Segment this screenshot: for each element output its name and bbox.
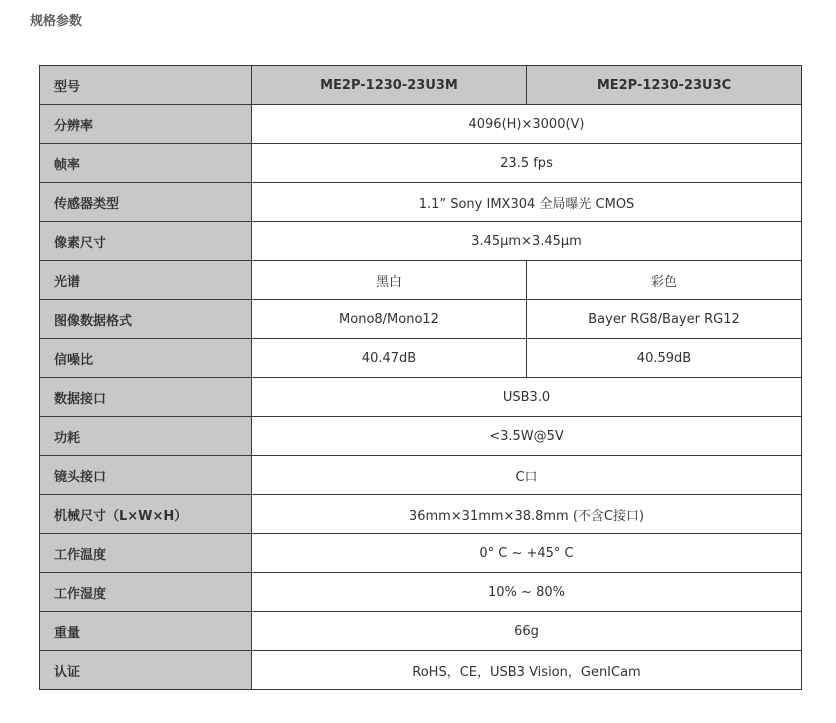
row-label: 传感器类型 bbox=[40, 183, 252, 222]
row-value: 36mm×31mm×38.8mm (不含C接口) bbox=[252, 495, 802, 534]
row-label: 认证 bbox=[40, 651, 252, 690]
table-row bbox=[40, 378, 802, 417]
row-value-model-a: Mono8/Mono12 bbox=[252, 300, 527, 339]
row-value: C口 bbox=[252, 456, 802, 495]
header-model-a-cell: ME2P-1230-23U3M bbox=[252, 66, 527, 105]
row-value: RoHS，CE，USB3 Vision，GenICam bbox=[252, 651, 802, 690]
table-row bbox=[40, 417, 802, 456]
table-row bbox=[40, 495, 802, 534]
row-label: 数据接口 bbox=[40, 378, 252, 417]
table-row bbox=[40, 651, 802, 690]
row-value: 0° C ~ +45° C bbox=[252, 534, 802, 573]
row-label: 功耗 bbox=[40, 417, 252, 456]
row-label: 光谱 bbox=[40, 261, 252, 300]
spec-table bbox=[39, 65, 802, 690]
header-model-b-cell: ME2P-1230-23U3C bbox=[527, 66, 802, 105]
row-value-model-a: 40.47dB bbox=[252, 339, 527, 378]
table-header-row bbox=[40, 66, 802, 105]
section-title: 规格参数 bbox=[30, 14, 83, 29]
row-value-model-a: 黑白 bbox=[252, 261, 527, 300]
table-row bbox=[40, 144, 802, 183]
table-row bbox=[40, 300, 802, 339]
row-label: 机械尺寸（L×W×H） bbox=[40, 495, 252, 534]
table-row bbox=[40, 612, 802, 651]
row-label: 工作湿度 bbox=[40, 573, 252, 612]
row-label: 帧率 bbox=[40, 144, 252, 183]
row-value-model-b: Bayer RG8/Bayer RG12 bbox=[527, 300, 802, 339]
row-value-model-b: 40.59dB bbox=[527, 339, 802, 378]
table-row bbox=[40, 222, 802, 261]
row-label: 像素尺寸 bbox=[40, 222, 252, 261]
row-value: 10% ~ 80% bbox=[252, 573, 802, 612]
table-row bbox=[40, 261, 802, 300]
row-value: 3.45μm×3.45μm bbox=[252, 222, 802, 261]
table-row bbox=[40, 573, 802, 612]
table-row bbox=[40, 105, 802, 144]
row-value-model-b: 彩色 bbox=[527, 261, 802, 300]
row-label: 分辨率 bbox=[40, 105, 252, 144]
row-value: 1.1” Sony IMX304 全局曝光 CMOS bbox=[252, 183, 802, 222]
header-label-cell: 型号 bbox=[40, 66, 252, 105]
row-value: 23.5 fps bbox=[252, 144, 802, 183]
row-label: 图像数据格式 bbox=[40, 300, 252, 339]
table-row bbox=[40, 339, 802, 378]
table-row bbox=[40, 183, 802, 222]
row-value: <3.5W@5V bbox=[252, 417, 802, 456]
table-row bbox=[40, 534, 802, 573]
row-value: 4096(H)×3000(V) bbox=[252, 105, 802, 144]
row-label: 镜头接口 bbox=[40, 456, 252, 495]
table-row bbox=[40, 456, 802, 495]
row-value: USB3.0 bbox=[252, 378, 802, 417]
row-value: 66g bbox=[252, 612, 802, 651]
row-label: 工作温度 bbox=[40, 534, 252, 573]
row-label: 重量 bbox=[40, 612, 252, 651]
row-label: 信噪比 bbox=[40, 339, 252, 378]
